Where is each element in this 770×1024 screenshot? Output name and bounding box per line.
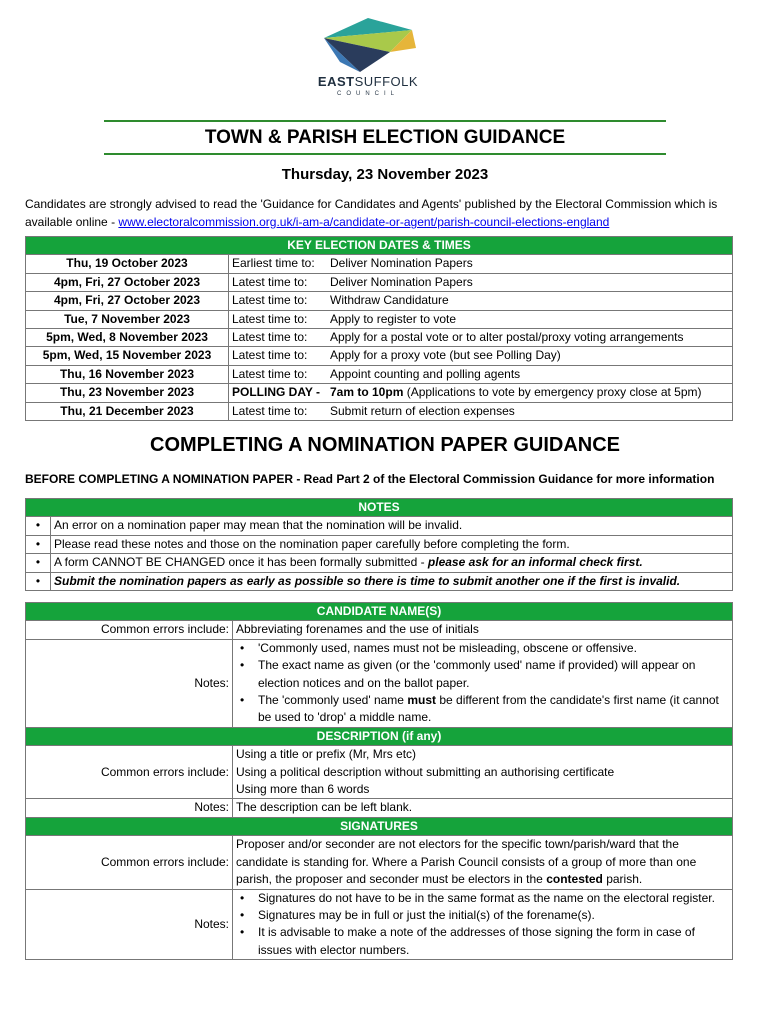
- notes-label: Notes:: [26, 799, 233, 817]
- notes-text: The description can be left blank.: [233, 799, 733, 817]
- action-cell: Deliver Nomination Papers: [327, 255, 733, 273]
- list-item: [26, 535, 733, 553]
- label-cell: Latest time to:: [229, 329, 328, 347]
- label-cell: Latest time to:: [229, 402, 328, 420]
- logo-east: EAST: [317, 74, 355, 89]
- east-suffolk-logo: [308, 16, 428, 106]
- table-row: [26, 639, 733, 727]
- list-item: • 'Commonly used, names must not be misleading, obscene or offensive.: [258, 640, 729, 657]
- key-dates-table: [25, 236, 733, 421]
- date-cell: 5pm, Wed, 8 November 2023: [26, 329, 229, 347]
- date-cell: Thu, 21 December 2023: [26, 402, 229, 420]
- table-row: [26, 310, 733, 328]
- date-cell: Thu, 19 October 2023: [26, 255, 229, 273]
- logo-suffolk: SUFFOLK: [354, 74, 419, 89]
- table-row: [26, 402, 733, 420]
- logo-wordmark: [308, 74, 428, 89]
- error-line: Using more than 6 words: [236, 782, 370, 797]
- note-emphasis: please ask for an informal check first.: [427, 555, 643, 570]
- action-cell: Deliver Nomination Papers: [327, 273, 733, 291]
- errors-part: Proposer and/or seconder are not electors for the specific town/parish/ward that the candidate is standing for. Where a Parish Council consists of a group of more than one parish, the proposer and seconder must be electors in the: [236, 837, 697, 887]
- action-cell: Submit return of election expenses: [327, 402, 733, 420]
- notes-label: Notes:: [26, 639, 233, 727]
- notes-cell: [233, 639, 733, 727]
- table-row: [26, 621, 733, 639]
- polling-day-label: POLLING DAY -: [229, 384, 328, 402]
- description-header: DESCRIPTION (if any): [26, 727, 733, 745]
- errors-end: parish.: [602, 872, 643, 887]
- action-cell: Apply for a proxy vote (but see Polling Day): [327, 347, 733, 365]
- table-row: [26, 255, 733, 273]
- contested-emphasis: contested: [546, 872, 603, 887]
- intro-paragraph: [25, 195, 745, 231]
- note-text: Please read these notes and those on the nomination paper carefully before completing the form.: [51, 535, 733, 553]
- table-row: [26, 347, 733, 365]
- date-cell: Tue, 7 November 2023: [26, 310, 229, 328]
- label-cell: Latest time to:: [229, 365, 328, 383]
- common-errors-label: Common errors include:: [26, 836, 233, 889]
- list-item: [258, 692, 729, 727]
- label-cell: Latest time to:: [229, 347, 328, 365]
- action-cell: Apply for a postal vote or to alter postal/proxy voting arrangements: [327, 329, 733, 347]
- action-cell: Appoint counting and polling agents: [327, 365, 733, 383]
- title-box: [104, 120, 666, 155]
- label-cell: Earliest time to:: [229, 255, 328, 273]
- electoral-commission-link[interactable]: www.electoralcommission.org.uk/i-am-a/candidate-or-agent/parish-council-elections-england: [118, 215, 610, 229]
- list-item: • Signatures may be in full or just the initial(s) of the forename(s).: [258, 907, 729, 924]
- date-cell: 5pm, Wed, 15 November 2023: [26, 347, 229, 365]
- common-errors-text: [233, 836, 733, 889]
- table-row: [26, 329, 733, 347]
- note-text: [51, 554, 733, 572]
- logo-council: COUNCIL: [336, 91, 399, 97]
- common-errors-label: Common errors include:: [26, 746, 233, 799]
- election-date: Thursday, 23 November 2023: [281, 166, 489, 183]
- label-cell: Latest time to:: [229, 292, 328, 310]
- list-item: • It is advisable to make a note of the addresses of those signing the form in case of issues with elector numbers.: [258, 924, 729, 959]
- before-completing-text: BEFORE COMPLETING A NOMINATION PAPER - Read Part 2 of the Electoral Commission Guidance for more information: [25, 472, 715, 486]
- logo-mark-icon: [320, 16, 416, 74]
- table-row: [26, 746, 733, 799]
- note-text: An error on a nomination paper may mean that the nomination will be invalid.: [51, 517, 733, 535]
- list-item: [26, 554, 733, 572]
- date-cell: 4pm, Fri, 27 October 2023: [26, 273, 229, 291]
- bullet-icon: •: [26, 572, 51, 590]
- list-item: [26, 572, 733, 590]
- nomination-heading: COMPLETING A NOMINATION PAPER GUIDANCE: [150, 434, 620, 456]
- label-cell: Latest time to:: [229, 273, 328, 291]
- bullet-icon: •: [26, 554, 51, 572]
- signatures-header: SIGNATURES: [26, 817, 733, 835]
- must-emphasis: must: [407, 693, 436, 708]
- polling-hours: 7am to 10pm: [330, 385, 404, 400]
- note-text: Submit the nomination papers as early as possible so there is time to submit another one if the first is invalid.: [51, 572, 733, 590]
- table-row: [26, 273, 733, 291]
- table-row: [26, 889, 733, 960]
- list-item: [26, 517, 733, 535]
- action-cell: [327, 384, 733, 402]
- key-dates-header: KEY ELECTION DATES & TIMES: [26, 237, 733, 255]
- table-row: [26, 384, 733, 402]
- date-cell: Thu, 16 November 2023: [26, 365, 229, 383]
- note-text-part: A form CANNOT BE CHANGED once it has been formally submitted -: [54, 555, 428, 570]
- polling-note: (Applications to vote by emergency proxy close at 5pm): [403, 385, 702, 400]
- candidate-name-header: CANDIDATE NAME(S): [26, 603, 733, 621]
- note-part: The 'commonly used' name: [258, 693, 408, 708]
- notes-label: Notes:: [26, 889, 233, 960]
- note-part: be different from the candidate's first name (it cannot be used to 'drop' a middle name.: [258, 693, 719, 725]
- bullet-icon: •: [26, 535, 51, 553]
- intro-text: Candidates are strongly advised to read the 'Guidance for Candidates and Agents' published by the Electoral Commission which is available online -: [25, 197, 718, 229]
- notes-cell: [233, 889, 733, 960]
- table-row: [26, 836, 733, 889]
- table-row: [26, 292, 733, 310]
- bullet-icon: •: [26, 517, 51, 535]
- common-errors-text: Abbreviating forenames and the use of initials: [233, 621, 733, 639]
- nomination-guidance-table: [25, 602, 733, 960]
- date-cell: 4pm, Fri, 27 October 2023: [26, 292, 229, 310]
- page-title: TOWN & PARISH ELECTION GUIDANCE: [204, 127, 566, 148]
- error-line: Using a political description without submitting an authorising certificate: [236, 764, 615, 779]
- common-errors-cell: [233, 746, 733, 799]
- notes-table: [25, 498, 733, 591]
- table-row: [26, 799, 733, 817]
- label-cell: Latest time to:: [229, 310, 328, 328]
- list-item: • Signatures do not have to be in the same format as the name on the electoral register.: [258, 890, 729, 907]
- notes-header: NOTES: [26, 499, 733, 517]
- table-row: [26, 365, 733, 383]
- list-item: • The exact name as given (or the 'commonly used' name if provided) will appear on election notices and on the ballot paper.: [258, 657, 729, 692]
- common-errors-label: Common errors include:: [26, 621, 233, 639]
- action-cell: Apply to register to vote: [327, 310, 733, 328]
- date-cell: Thu, 23 November 2023: [26, 384, 229, 402]
- error-line: Using a title or prefix (Mr, Mrs etc): [236, 747, 417, 762]
- action-cell: Withdraw Candidature: [327, 292, 733, 310]
